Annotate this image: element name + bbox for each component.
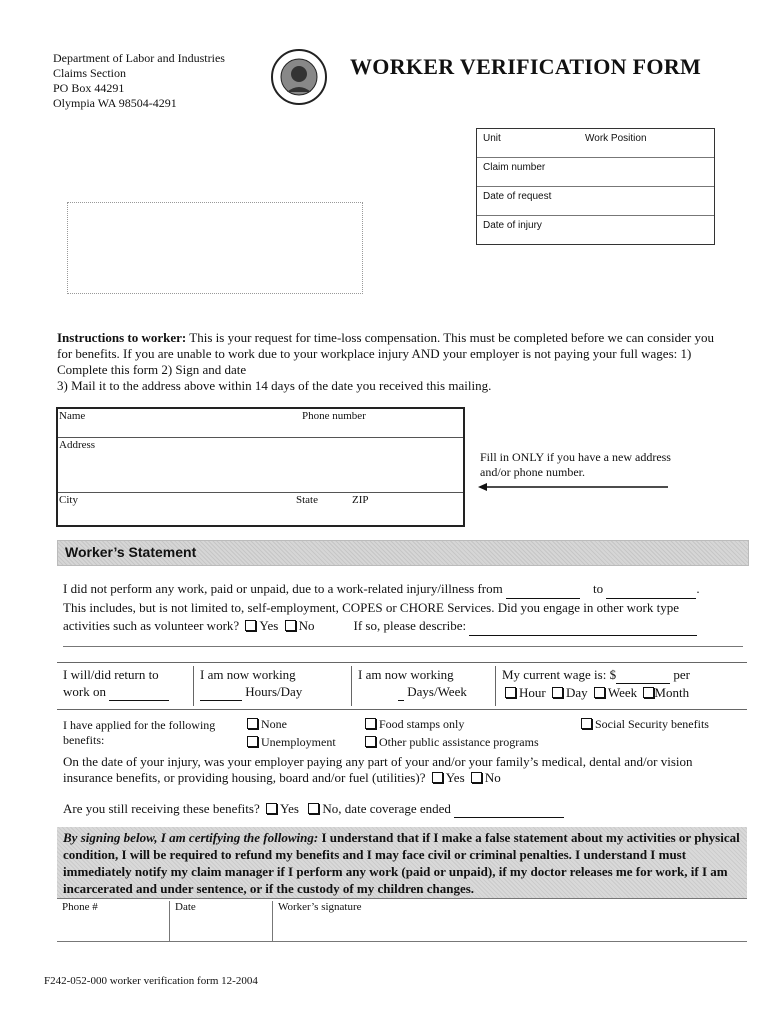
date-field-label: Date — [175, 901, 196, 913]
instructions-label: Instructions to worker: — [57, 330, 187, 345]
days-label: I am now working — [358, 667, 454, 682]
to-label: to — [592, 581, 604, 596]
statement-line3: activities such as volunteer work? — [63, 618, 240, 633]
still-receiving — [63, 801, 564, 818]
none-option[interactable] — [244, 717, 287, 732]
hour-checkbox[interactable] — [505, 687, 516, 698]
describe-field[interactable] — [469, 617, 697, 636]
still-yes-checkbox[interactable] — [266, 803, 277, 814]
section-header — [57, 540, 749, 566]
statement-line1: I did not perform any work, paid or unpaid, due to a work-related injury/illness from — [63, 581, 503, 596]
address-line: Claims Section — [53, 66, 126, 80]
date-cell[interactable] — [169, 901, 270, 941]
hour-label: Hour — [519, 685, 546, 700]
work-statement: I did not perform any work, paid or unpaid, due to a work-related injury/illness from to . This includes, but is not limited to, self-employment, COPES or CHORE Services. Did you engage in other work type activities such as volunteer work? Yes No If so, please describe: — [63, 580, 743, 636]
still-no-checkbox[interactable] — [308, 803, 319, 814]
volunteer-no-checkbox[interactable] — [285, 620, 296, 631]
employer-yes-label: Yes — [445, 770, 465, 785]
other-label: Other public assistance programs — [379, 735, 539, 749]
address-window — [67, 202, 363, 294]
claim-number-label: Claim number — [483, 162, 546, 173]
statement-line2: This includes, but is not limited to, self-employment, COPES or CHORE Services. Did you engage in other work type — [63, 600, 679, 615]
claim-info-box — [476, 128, 715, 245]
day-checkbox[interactable] — [552, 687, 563, 698]
city-label: City — [59, 494, 78, 506]
social-security-option[interactable] — [578, 717, 709, 732]
employer-question — [63, 754, 743, 786]
yes-label: Yes — [259, 618, 279, 633]
instructions-step3: 3) Mail it to the address above within 14 days of the date you received this mailing. — [57, 378, 492, 393]
address-label: Address — [59, 439, 96, 451]
wage-cell[interactable] — [495, 666, 742, 706]
contact-box — [56, 407, 465, 527]
coverage-end-date-field[interactable] — [454, 801, 564, 818]
state-seal-icon — [270, 48, 328, 106]
benefits-label-1: I have applied for the following — [63, 718, 216, 732]
fill-note — [480, 450, 671, 480]
hours-cell[interactable] — [193, 666, 350, 706]
unit-label: Unit — [483, 133, 501, 144]
address-row[interactable] — [58, 438, 463, 493]
no-label: No — [298, 618, 315, 633]
wage-label: My current wage is: $ — [502, 667, 617, 682]
unemployment-label: Unemployment — [261, 735, 336, 749]
phone-field-label: Phone # — [62, 901, 98, 913]
work-position-label: Work Position — [585, 133, 647, 144]
return-label: I will/did return to — [63, 667, 159, 682]
fill-note-line: and/or phone number. — [480, 465, 585, 479]
still-no-label: No, date coverage ended — [322, 801, 451, 816]
days-cell[interactable] — [351, 666, 494, 706]
arrow-left-icon — [478, 482, 668, 492]
month-label: Month — [654, 685, 690, 700]
day-label: Day — [565, 685, 588, 700]
employer-yes-checkbox[interactable] — [432, 772, 443, 783]
hours-label: I am now working — [200, 667, 296, 682]
signature-label: Worker’s signature — [278, 901, 362, 913]
per-label: per — [673, 667, 690, 682]
date-of-injury-row[interactable] — [477, 216, 714, 244]
employer-no-label: No — [484, 770, 501, 785]
other-assistance-option[interactable] — [362, 735, 539, 750]
signature-row — [57, 898, 747, 942]
employer-text: On the date of your injury, was your employer paying any part of your and/or your family’s medical, dental and/or vision insurance benefits, or providing housing, board and/or fuel (utilities)? — [63, 754, 693, 785]
none-label: None — [261, 717, 287, 731]
instructions — [57, 330, 717, 394]
section-title: Worker’s Statement — [65, 544, 197, 560]
employer-no-checkbox[interactable] — [471, 772, 482, 783]
address-line: Olympia WA 98504-4291 — [53, 96, 177, 110]
phone-cell[interactable] — [57, 901, 167, 941]
address-line: Department of Labor and Industries — [53, 51, 225, 65]
ssb-label: Social Security benefits — [595, 717, 709, 731]
department-address — [53, 51, 225, 111]
signature-cell[interactable] — [272, 901, 738, 941]
food-stamps-option[interactable] — [362, 717, 464, 732]
certify-text: I understand that if I make a false statement about my activities or physical condition, I will be required to refund my benefits and I may face civil or criminal penalties. I understand I must immediately notify my claim manager if I perform any work (paid or unpaid), if my doctor releases me for work, if I am incarcerated and under sentence, or if the custody of my children changes. — [63, 830, 740, 896]
describe-line[interactable] — [63, 646, 743, 647]
certification — [57, 827, 747, 899]
work-return-row — [57, 662, 747, 710]
unit-row[interactable] — [477, 129, 714, 158]
address-line: PO Box 44291 — [53, 81, 125, 95]
benefits-label — [63, 718, 215, 748]
to-date-field[interactable] — [606, 580, 696, 599]
state-label: State — [296, 494, 318, 506]
instructions-text: This is your request for time-loss compensation. This must be completed before we can consider you for benefits. If you are unable to work due to your workplace injury AND your employer is not paying your full wages: 1) Complete this form 2) Sign and date — [57, 330, 714, 377]
certify-lead: By signing below, I am certifying the following: — [63, 830, 319, 845]
fill-note-line: Fill in ONLY if you have a new address — [480, 450, 671, 464]
benefits-label-2: benefits: — [63, 733, 105, 747]
name-label: Name — [59, 410, 86, 422]
phone-label: Phone number — [302, 410, 366, 422]
week-checkbox[interactable] — [594, 687, 605, 698]
still-question: Are you still receiving these benefits? — [63, 801, 260, 816]
work-on-label: work on — [63, 684, 106, 699]
month-checkbox[interactable] — [643, 687, 654, 698]
from-date-field[interactable] — [506, 580, 580, 599]
week-label: Week — [607, 685, 638, 700]
name-row[interactable] — [58, 409, 463, 438]
still-yes-label: Yes — [280, 801, 299, 816]
hours-day-label: Hours/Day — [245, 684, 303, 699]
days-week-label: Days/Week — [407, 684, 467, 699]
form-footer: F242-052-000 worker verification form 12-2004 — [44, 975, 258, 987]
city-row[interactable] — [58, 493, 463, 523]
date-of-injury-label: Date of injury — [483, 220, 542, 231]
form-title: WORKER VERIFICATION FORM — [350, 54, 702, 79]
unemployment-option[interactable] — [244, 735, 336, 750]
date-of-request-label: Date of request — [483, 191, 552, 202]
return-date-cell[interactable] — [57, 666, 195, 706]
zip-label: ZIP — [352, 494, 369, 506]
volunteer-yes-checkbox[interactable] — [245, 620, 256, 631]
claim-number-row[interactable] — [477, 158, 714, 187]
describe-label: If so, please describe: — [353, 618, 467, 633]
date-of-request-row[interactable] — [477, 187, 714, 216]
food-label: Food stamps only — [379, 717, 465, 731]
